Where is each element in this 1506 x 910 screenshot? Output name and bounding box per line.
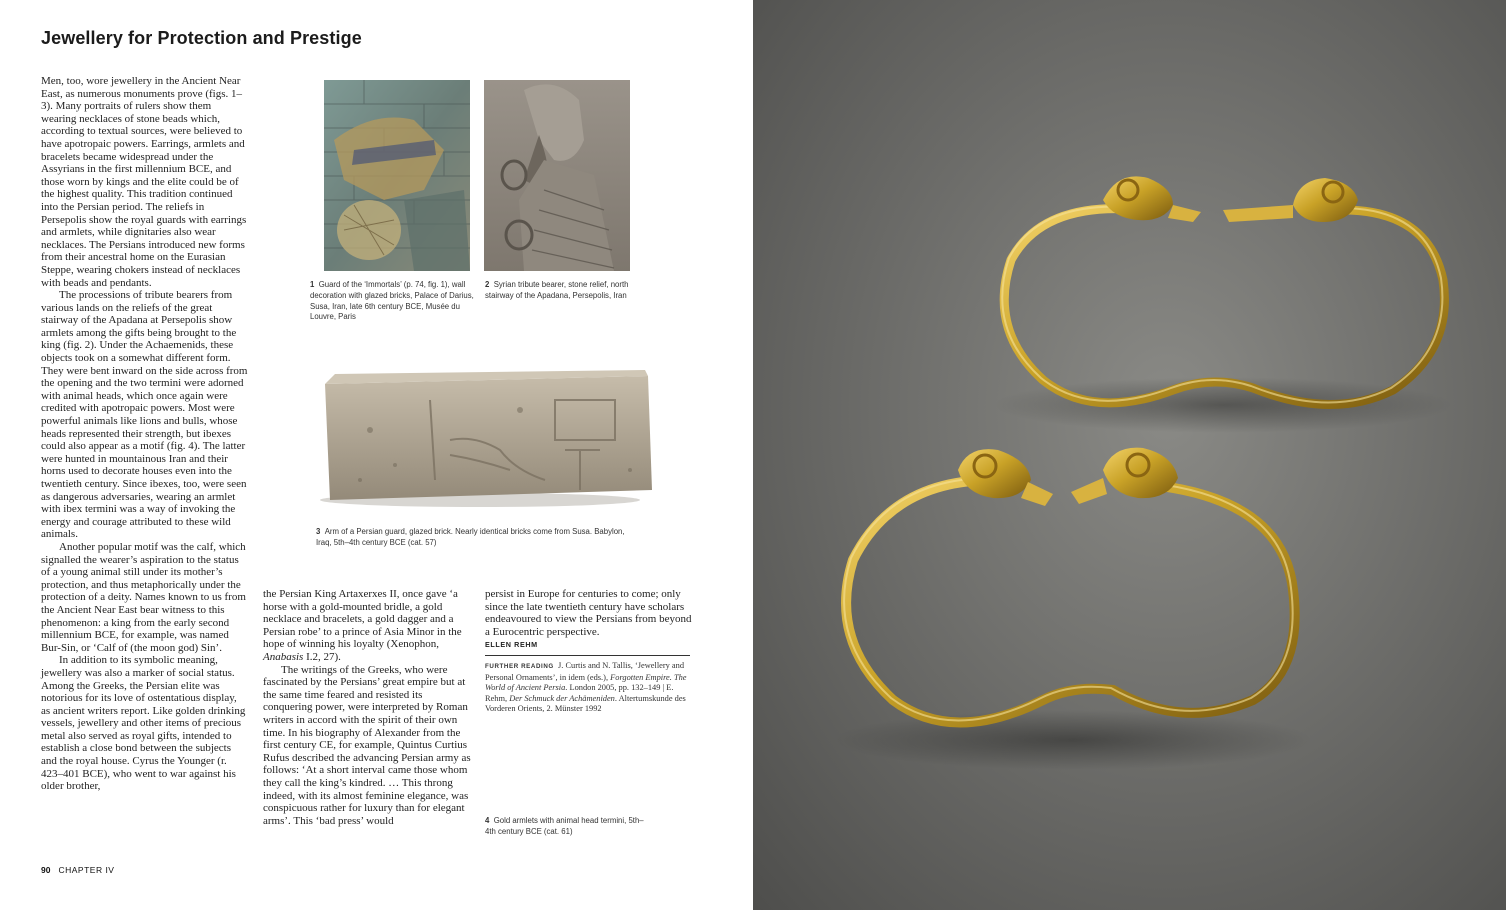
glazed-brick-relief-image [324, 80, 470, 271]
paragraph: The writings of the Greeks, who were fascinated by the Persians’ great empire but at the same time feared and resisted its conquering power, were interpreted by Roman writers in accord with the spirit of their own time. In his biography of Alexander from the first century CE, for example, Quintus Curtius Rufus described the advancing Persian army as follows: ‘At a short interval came those whom they call the king’s kindred. … This throng indeed, with its almost feminine elegance, was conspicuous rather for luxury than for elegant arms’. This ‘bad press’ would [263, 663, 471, 827]
caption-figure-1 [310, 280, 474, 323]
caption-number: 3 [316, 527, 321, 536]
figure-3-glazed-brick [300, 370, 660, 510]
page-number: 90 [41, 865, 51, 875]
right-page-photo [753, 0, 1506, 910]
stone-relief-image [484, 80, 630, 271]
gold-armlets-image [753, 0, 1506, 910]
ram-head-right [1071, 448, 1178, 504]
paragraph: Men, too, wore jewellery in the Ancient Near East, as numerous monuments prove (figs. 1–3). Many portraits of rulers show them wearing necklaces of stone beads which, according to textual sources, were believed to have apotropaic powers. Earrings, armlets and bracelets became widespread under the Assyrians in the first millennium BCE, and those worn by kings and the elite could be of the highest quality. This tradition continued into the Persian period. The reliefs in Persepolis show the royal guards with earrings and armlets, while dignitaries also wear necklaces. The Persians introduced new forms from their ancestral home on the Eurasian Steppe, wearing chokers instead of necklaces with beads and pendants. [41, 75, 247, 289]
further-reading: FURTHER READING J. Curtis and N. Tallis, ‘Jewellery and Personal Ornaments’, in idem (eds.), Forgotten Empire. The World of Ancient Persia. London 2005, pp. 132–149 | E. Rehm, Der Schmuck der Achämeniden. Altertumskunde des Vorderen Orients, 2. Münster 1992 [485, 661, 687, 714]
brick-image [300, 370, 660, 510]
paragraph: the Persian King Artaxerxes II, once gave ‘a horse with a gold-mounted bridle, a gold necklace and bracelets, a gold dagger and a Persian robe’ to a prince of Asia Minor in the hope of winning his loyalty (Xenophon, Anabasis I.2, 27). [263, 588, 462, 663]
paragraph: Another popular motif was the calf, which signalled the wearer’s aspiration to the status of a young animal still under its mother’s protection, and thus metaphorically under the protection of a deity. Names known to us from the Ancient Near East bear witness to this phenomenon: a king from the early second millennium BCE, for example, was named Bur-Sin, or ‘Calf of (the moon god) Sin’. [41, 540, 246, 654]
caption-number: 1 [310, 280, 315, 289]
caption-figure-3 [316, 527, 626, 549]
text-column-3 [485, 588, 692, 638]
caption-text: Gold armlets with animal head termini, 5th–4th century BCE (cat. 61) [485, 816, 644, 836]
paragraph: persist in Europe for centuries to come; only since the late twentieth century have scholars endeavoured to view the Persians from beyond a Eurocentric perspective. [485, 588, 692, 638]
page-footer [41, 865, 114, 875]
further-reading-label: FURTHER READING [485, 663, 554, 670]
caption-text: Arm of a Persian guard, glazed brick. Nearly identical bricks come from Susa. Babylon, Iraq, 5th–4th century BCE (cat. 57) [316, 527, 625, 547]
caption-figure-2 [485, 280, 630, 302]
text-column-1 [41, 75, 248, 793]
ram-head-left [958, 449, 1053, 506]
caption-number: 4 [485, 816, 490, 825]
paragraph: In addition to its symbolic meaning, jewellery was also a marker of social status. Among the Greeks, the Persian elite was notorious for its love of ostentatious display, as ancient writers report. Like golden drinking vessels, jewellery and other items of precious metal also served as royal gifts, intended to establish a close bond between the subjects and the royal house. Cyrus the Younger (r. 423–401 BCE), who went to war against his older brother, [41, 654, 246, 793]
caption-text: Syrian tribute bearer, stone relief, north stairway of the Apadana, Persepolis, Iran [485, 280, 629, 300]
ram-head-left [1103, 176, 1201, 222]
caption-text: Guard of the ‘Immortals’ (p. 74, fig. 1), wall decoration with glazed bricks, Palace of Darius, Susa, Iran, late 6th century BCE, Musée du Louvre, Paris [310, 280, 474, 322]
chapter-label: CHAPTER IV [58, 865, 115, 875]
armlet-lower [844, 448, 1295, 723]
page-title: Jewellery for Protection and Prestige [41, 28, 362, 48]
ram-head-right [1223, 178, 1358, 222]
figure-1-glazed-brick-guard [324, 80, 470, 271]
caption-figure-4 [485, 816, 650, 838]
caption-number: 2 [485, 280, 490, 289]
text-column-2 [263, 588, 471, 827]
author-signature: ELLEN REHM [485, 640, 538, 649]
divider [485, 655, 690, 656]
figure-2-tribute-bearer [484, 80, 630, 271]
armlet-upper [1002, 176, 1444, 404]
paragraph: The processions of tribute bearers from various lands on the reliefs of the great stairway of the Apadana at Persepolis show armlets among the gifts being brought to the king (fig. 2). Under the Achaemenids, these objects took on a somewhat different form. They were bent inward on the side across from the opening and the two termini were adorned with animal heads, which once again were credited with apotropaic powers. Most were powerful animals like lions and bulls, whose heads represented their strength, but ibexes could also appear as a motif (fig. 4). The latter were hunted in mountainous Iran and their horns used to decorate houses even into the twentieth century. Since ibexes, too, were seen as dangerous adversaries, wearing an armlet with ibex termini was a way of invoking the energy and courage attributed to these wild animals. [41, 289, 248, 541]
